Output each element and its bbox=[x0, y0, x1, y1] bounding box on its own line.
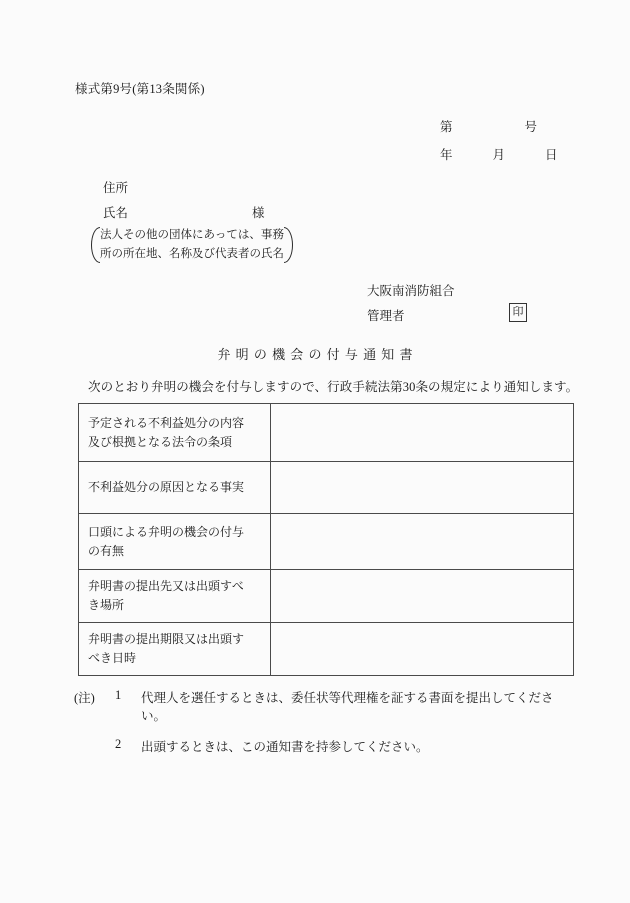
table-row bbox=[79, 514, 574, 570]
document-number-prefix: 第 bbox=[440, 120, 453, 134]
corporate-entity-note-line1: 法人その他の団体にあっては、事務 bbox=[100, 229, 284, 241]
date-month-label: 月 bbox=[492, 148, 506, 162]
footnote-tag: (注) bbox=[74, 691, 95, 705]
date-year-label: 年 bbox=[440, 148, 453, 162]
row-value-submission-deadline[interactable] bbox=[271, 623, 574, 676]
row-label-line1: 弁明書の提出期限又は出頭す bbox=[88, 632, 245, 646]
row-value-oral-opportunity[interactable] bbox=[271, 514, 574, 570]
row-label-line2: き場所 bbox=[88, 598, 125, 612]
row-label-line1: 弁明書の提出先又は出頭すべ bbox=[88, 579, 244, 593]
seal-stamp-icon: 印 bbox=[509, 303, 527, 322]
footnote-item bbox=[74, 737, 574, 755]
issuer-role: 管理者 bbox=[367, 309, 405, 323]
row-label-line1: 不利益処分の原因となる事実 bbox=[88, 480, 245, 494]
recipient-name-label: 氏名 bbox=[103, 206, 129, 220]
row-value-planned-disposition[interactable] bbox=[271, 404, 574, 462]
row-value-cause-facts[interactable] bbox=[271, 462, 574, 514]
corporate-entity-note-line2: 所の所在地、名称及び代表者の氏名 bbox=[100, 248, 284, 260]
row-label-cause-facts bbox=[79, 462, 271, 514]
date-day-label: 日 bbox=[545, 148, 558, 162]
issuer-organization: 大阪南消防組合 bbox=[367, 284, 455, 298]
document-number-line bbox=[440, 117, 537, 135]
row-label-line2: べき日時 bbox=[88, 651, 137, 665]
table-row bbox=[79, 570, 574, 623]
intro-paragraph: 次のとおり弁明の機会を付与しますので、行政手続法第30条の規定により通知します。 bbox=[88, 380, 579, 394]
left-parenthesis-icon bbox=[90, 226, 99, 264]
footnote-number: 2 bbox=[115, 737, 122, 751]
table-row bbox=[79, 404, 574, 462]
row-label-line2: の有無 bbox=[88, 543, 125, 558]
footnotes bbox=[74, 688, 574, 768]
row-label-submission-place bbox=[79, 570, 271, 623]
table-row bbox=[79, 623, 574, 676]
corporate-entity-note bbox=[90, 226, 294, 264]
footnote-text: 出頭するときは、この通知書を持参してください。 bbox=[141, 740, 429, 754]
notice-details-table bbox=[78, 403, 574, 676]
document-date-line bbox=[440, 145, 558, 163]
recipient-honorific: 様 bbox=[252, 206, 265, 220]
footnote-text: 代理人を選任するときは、委任状等代理権を証する書面を提出してください。 bbox=[141, 691, 554, 723]
table-row bbox=[79, 462, 574, 514]
document-number-suffix: 号 bbox=[524, 120, 538, 134]
footnote-number: 1 bbox=[115, 688, 122, 702]
row-label-line1: 口頭による弁明の機会の付与 bbox=[88, 524, 245, 539]
form-code: 様式第9号(第13条関係) bbox=[75, 82, 205, 96]
row-label-line2: 及び根拠となる法令の条項 bbox=[88, 434, 233, 449]
row-value-submission-place[interactable] bbox=[271, 570, 574, 623]
corporate-entity-note-text bbox=[99, 226, 285, 264]
right-parenthesis-icon bbox=[285, 226, 294, 264]
recipient-address-label: 住所 bbox=[103, 181, 129, 195]
footnote-item bbox=[74, 688, 574, 724]
recipient-name-line bbox=[103, 203, 265, 221]
row-label-submission-deadline bbox=[79, 623, 271, 676]
row-label-oral-opportunity bbox=[79, 514, 271, 570]
row-label-planned-disposition bbox=[79, 404, 271, 462]
page-title: 弁明の機会の付与通知書 bbox=[217, 347, 418, 362]
row-label-line1: 予定される不利益処分の内容 bbox=[88, 415, 245, 430]
